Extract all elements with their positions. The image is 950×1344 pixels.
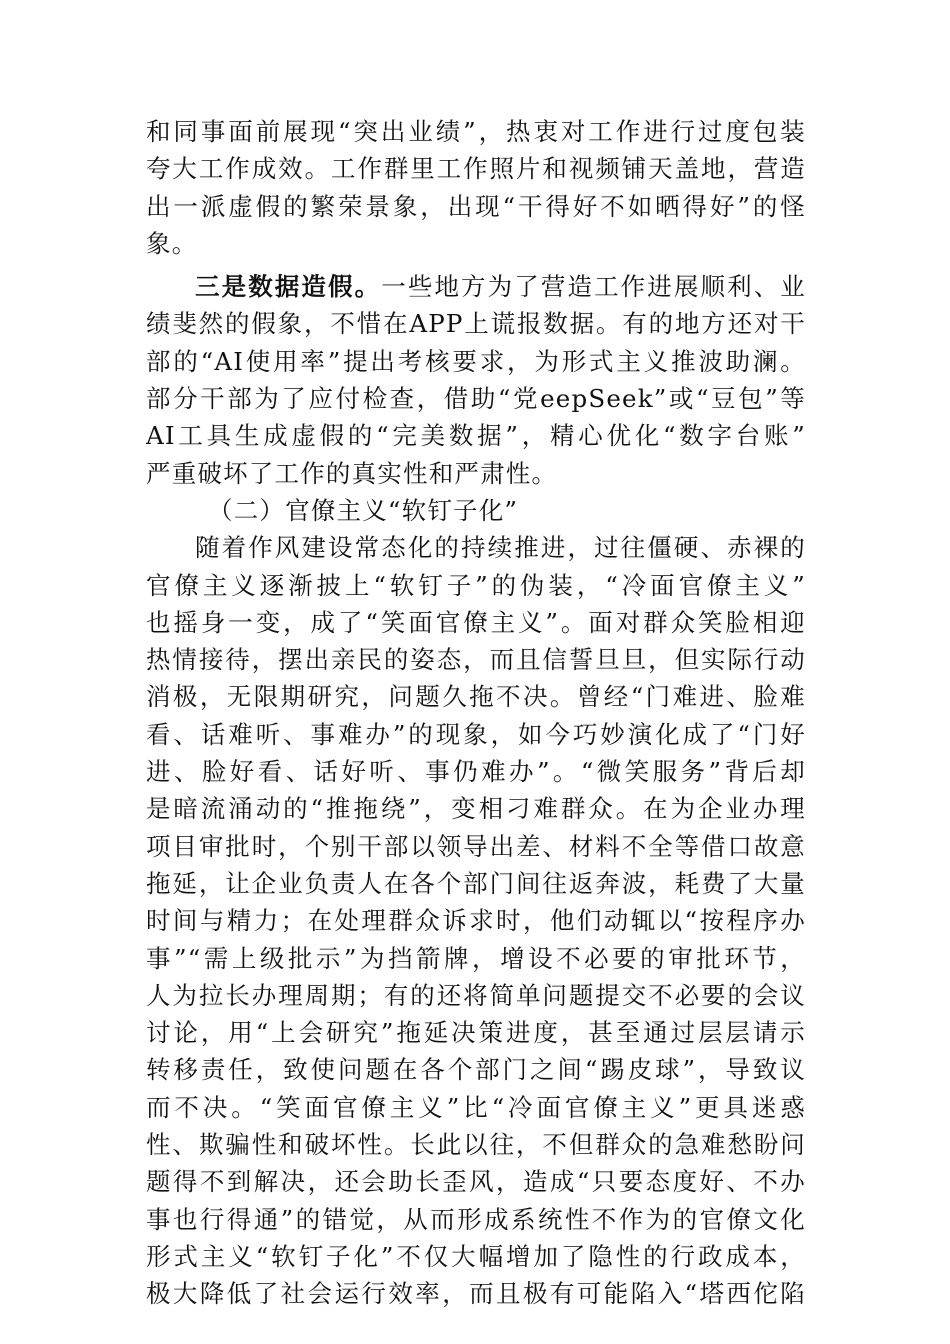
text-line: 和同事面前展现“突出业绩”，热衷对工作进行过度包装 [146, 117, 806, 146]
section-heading: （二）官僚主义“软钉子化” [208, 495, 519, 525]
text-line: 拖延，让企业负责人在各个部门间往返奔波，耗费了大量 [146, 868, 806, 898]
text-line: 部的“AI使用率”提出考核要求，为形式主义推波助澜。 [146, 346, 806, 376]
text-line: 消极，无限期研究，问题久拖不决。曾经“门难进、脸难 [146, 682, 806, 712]
text-line: 题得不到解决，还会助长歪风，造成“只要态度好、不办 [146, 1167, 806, 1197]
text-line: 人为拉长办理周期；有的还将简单问题提交不必要的会议 [146, 980, 806, 1010]
text-line: 事也行得通”的错觉，从而形成系统性不作为的官僚文化 [146, 1204, 806, 1234]
text-line: 进、脸好看、话好听、事仍难办”。“微笑服务”背后却 [146, 757, 806, 787]
text-line: 形式主义“软钉子化”不仅大幅增加了隐性的行政成本， [146, 1241, 806, 1271]
text-line: AI工具生成虚假的“完美数据”，精心优化“数字台账” [146, 421, 806, 451]
paragraph-1 [146, 113, 806, 262]
text-line: 绩斐然的假象，不惜在APP上谎报数据。有的地方还对干 [146, 309, 806, 339]
text-line: 夸大工作成效。工作群里工作照片和视频铺天盖地，营造 [146, 154, 806, 184]
text-line: 也摇身一变，成了“笑面官僚主义”。面对群众笑脸相迎 [146, 607, 806, 637]
text-line: 严重破坏了工作的真实性和严肃性。 [146, 458, 558, 488]
text-line: 转移责任，致使问题在各个部门之间“踢皮球”，导致议 [146, 1055, 806, 1085]
text-line: 看、话难听、事难办”的现象，如今巧妙演化成了“门好 [146, 719, 806, 749]
text-line: 项目审批时，个别干部以领导出差、材料不全等借口故意 [146, 831, 806, 861]
document-body [146, 113, 806, 1313]
text-line: 极大降低了社会运行效率，而且极有可能陷入“塔西佗陷 [146, 1279, 806, 1309]
paragraph-3 [146, 529, 806, 1312]
text-line: 讨论，用“上会研究”拖延决策进度，甚至通过层层请示 [146, 1018, 806, 1048]
paragraph-2 [146, 268, 806, 492]
text-line: 时间与精力；在处理群众诉求时，他们动辄以“按程序办 [146, 906, 806, 936]
text-line: 象。 [146, 228, 198, 258]
text-line: 事”“需上级批示”为挡箭牌，增设不必要的审批环节， [146, 943, 806, 973]
text-line: 官僚主义逐渐披上“软钉子”的伪装，“冷面官僚主义” [146, 570, 806, 600]
text-line: 随着作风建设常态化的持续推进，过往僵硬、赤裸的 [195, 533, 806, 563]
bold-lead: 三是数据造假。 [195, 272, 382, 302]
text-line: 而不决。“笑面官僚主义”比“冷面官僚主义”更具迷惑 [146, 1092, 806, 1122]
text-line: 是暗流涌动的“推拖绕”，变相刁难群众。在为企业办理 [146, 794, 806, 824]
text-run: 一些地方为了营造工作进展顺利、业 [381, 272, 806, 302]
text-line: 出一派虚假的繁荣景象，出现“干得好不如晒得好”的怪 [146, 191, 806, 221]
text-line: 部分干部为了应付检查，借助“党eepSeek”或“豆包”等 [146, 384, 806, 414]
text-line: 热情接待，摆出亲民的姿态，而且信誓旦旦，但实际行动 [146, 645, 806, 675]
text-line [146, 268, 806, 305]
text-line: 性、欺骗性和破坏性。长此以往，不但群众的急难愁盼问 [146, 1130, 806, 1160]
